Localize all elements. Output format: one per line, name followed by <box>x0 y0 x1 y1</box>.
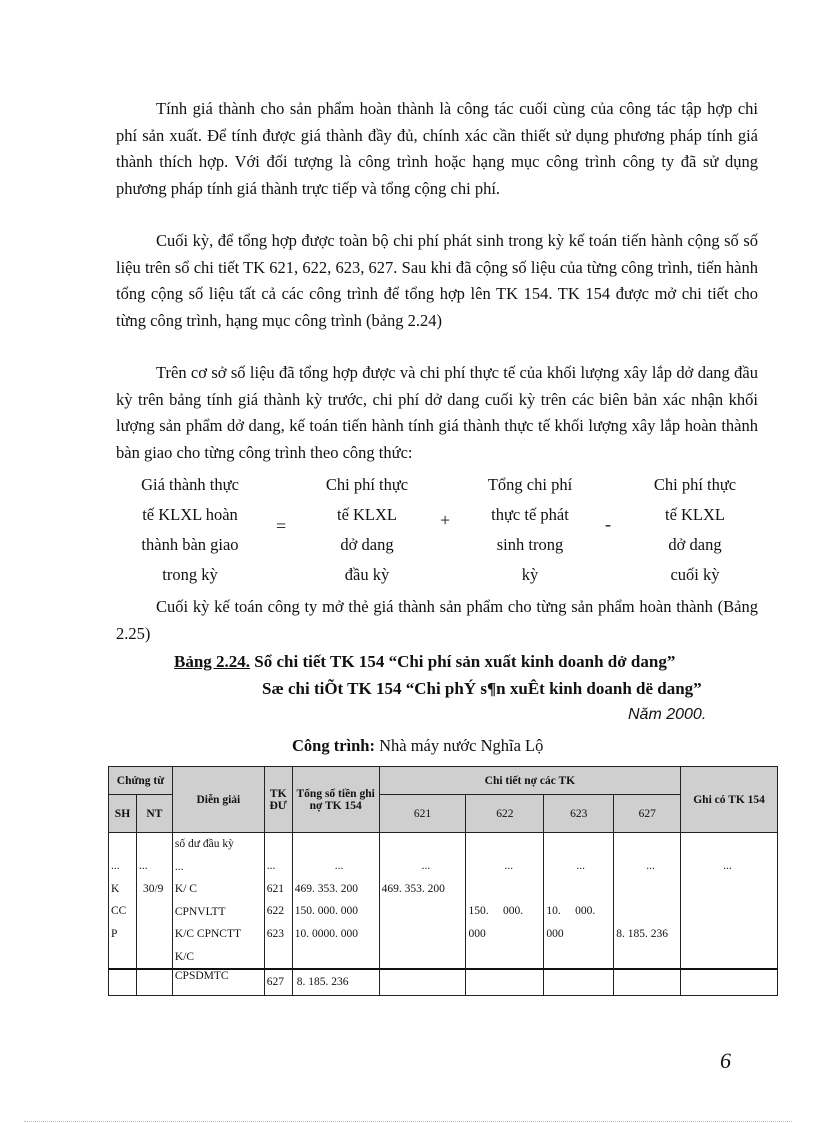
paragraph-1: Tính giá thành cho sản phẩm hoàn thành là công tác cuối cùng của công tác tập hợp chi phí sản xuất. Để tính được giá thành đầy đủ, chính xác cần thiết sử dụng phương pháp tính giá thành thích hợp. Với đối tượng là công trình hoặc hạng mục công trình công ty đã sử dụng phương pháp tính giá thành trực tiếp và tổng cộng chi phí. <box>116 99 758 198</box>
report-year: Năm 2000. <box>628 706 707 723</box>
table-caption-title: Sổ chi tiết TK 154 “Chi phí sản xuất kinh doanh dở dang” <box>250 652 676 671</box>
header-acct-621: 621 <box>379 795 466 833</box>
cost-formula <box>100 470 780 590</box>
cell-nt: ... 30/9 <box>136 833 172 970</box>
header-acct-623: 623 <box>544 795 614 833</box>
cell-tk: ... 621 622 623 <box>264 833 292 970</box>
project-label: Công trình: <box>292 736 375 755</box>
formula-equals: = <box>276 516 287 536</box>
page-number: 6 <box>720 1048 731 1073</box>
formula-minus: - <box>605 514 611 534</box>
table-caption-label: Bảng 2.24. <box>174 652 251 671</box>
paragraph-2: Cuối kỳ, để tổng hợp được toàn bộ chi phí phát sinh trong kỳ kế toán tiến hành cộng số số liệu trên sổ chi tiết TK 621, 622, 623, 627. Sau khi đã cộng số liệu của từng công trình, tiến hành tổng cộng số liệu tất cả các công trình để tổng hợp lên TK 154. TK 154 được mở chi tiết cho từng công trình, hạng mục công trình (bảng 2.24) <box>116 231 758 330</box>
cell-total: ... 469. 353. 200 150. 000. 000 10. 0000. 000 <box>292 833 379 970</box>
formula-lhs: Giá thành thực tế KLXL hoàn thành bàn giao trong kỳ <box>141 475 239 584</box>
table-row <box>109 969 778 995</box>
cell-621-2 <box>379 969 466 995</box>
cell-sh: ... K CC P <box>109 833 137 970</box>
formula-term-end: Chi phí thực tế KLXL dở dang cuối kỳ <box>653 475 737 584</box>
cell-622-2 <box>466 969 544 995</box>
table-row <box>109 833 778 970</box>
cell-tk-2: 627 <box>264 969 292 995</box>
footer-rule <box>24 1121 792 1122</box>
cell-sh-2 <box>109 969 137 995</box>
formula-plus: + <box>440 510 451 530</box>
table-caption-garbled: Sæ chi tiÕt TK 154 “Chi phÝ s¶n xuÊt kinh doanh dë dang” <box>262 679 702 698</box>
header-acct-622: 622 <box>466 795 544 833</box>
cell-622: ... 150. 000. 000 <box>466 833 544 970</box>
cell-623-2 <box>544 969 614 995</box>
paragraph-3: Trên cơ sở số liệu đã tổng hợp được và chi phí thực tế của khối lượng xây lắp dở dang đầu kỳ trên bảng tính giá thành kỳ trước, chi phí dở dang cuối kỳ trên các biên bản xác nhận khối lượng sản phẩm dở dang, kế toán tiến hành tính giá thành thực tế khối lượng xây lắp hoàn thành bàn giao cho từng công trình theo công thức: <box>116 363 758 462</box>
cell-627-2 <box>614 969 681 995</box>
cell-nt-2 <box>136 969 172 995</box>
cell-623: ... 10. 000. 000 <box>544 833 614 970</box>
cell-627: ... 8. 185. 236 <box>614 833 681 970</box>
header-description: Diễn giải <box>172 767 264 833</box>
header-nt: NT <box>136 795 172 833</box>
cell-description: số dư đầu kỳ ... K/ C CPNVLTT K/C CPNCTT K/C <box>172 833 264 970</box>
header-detail: Chi tiết nợ các TK <box>379 767 681 795</box>
table-caption <box>174 652 675 672</box>
paragraph-4: Cuối kỳ kế toán công ty mở thẻ giá thành sản phẩm cho từng sản phẩm hoàn thành (Bảng 2.25) <box>116 597 758 643</box>
formula-term-begin: Chi phí thực tế KLXL dở dang đầu kỳ <box>325 475 409 584</box>
header-sh: SH <box>109 795 137 833</box>
ledger-table <box>108 766 778 996</box>
header-credit: Ghi có TK 154 <box>681 767 778 833</box>
project-name: Nhà máy nước Nghĩa Lộ <box>374 736 544 755</box>
cell-credit-2 <box>681 969 778 995</box>
cell-description-2: CPSDMTC <box>172 969 264 995</box>
formula-term-incurred: Tổng chi phí thực tế phát sinh trong kỳ <box>487 475 573 584</box>
header-voucher: Chứng từ <box>109 767 173 795</box>
cell-total-2: 8. 185. 236 <box>292 969 379 995</box>
cell-credit: ... <box>681 833 778 970</box>
header-total: Tổng số tiền ghi nợ TK 154 <box>292 767 379 833</box>
project-line <box>292 736 543 756</box>
header-tk-du: TK ĐƯ <box>264 767 292 833</box>
cell-621: ... 469. 353. 200 <box>379 833 466 970</box>
header-acct-627: 627 <box>614 795 681 833</box>
